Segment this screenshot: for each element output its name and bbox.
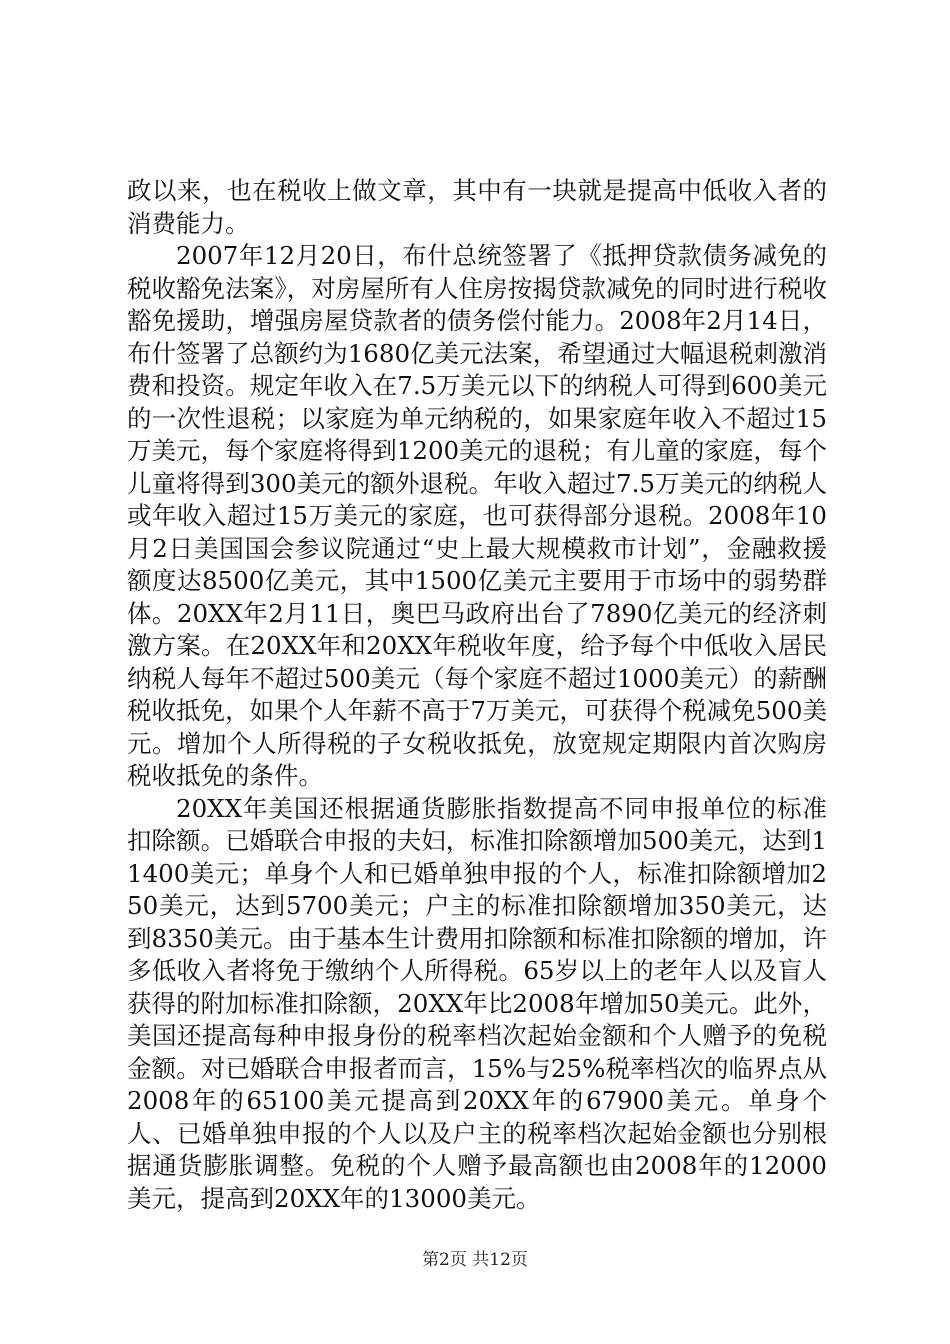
- page-footer: 第2页 共12页: [422, 1250, 528, 1270]
- paragraph-continuation: 政以来，也在税收上做文章，其中有一块就是提高中低收入者的消费能力。: [127, 176, 827, 238]
- paragraph-standard-deduction: 20XX年美国还根据通货膨胀指数提高不同申报单位的标准扣除额。已婚联合申报的夫妇，标准扣除额增加500美元，达到11400美元；单身个人和已婚单独申报的个人，标准扣除额增加250美元，达到5700美元；户主的标准扣除额增加350美元，达到8350美元。由于基本生计费用扣除额和标准扣除额的增加，许多低收入者将免于缴纳个人所得税。65岁以上的老年人以及盲人获得的附加标准扣除额，20XX年比2008年增加50美元。此外，美国还提高每种申报身份的税率档次起始金额和个人赠予的免税金额。对已婚联合申报者而言，15%与25%税率档次的临界点从2008年的65100美元提高到20XX年的67900美元。单身个人、已婚单独申报的个人以及户主的税率档次起始金额也分别根据通货膨胀调整。免税的个人赠予最高额也由2008年的12000美元，提高到20XX年的13000美元。: [127, 793, 827, 1213]
- paragraph-bush-tax-relief: 2007年12月20日，布什总统签署了《抵押贷款债务减免的税收豁免法案》，对房屋所有人住房按揭贷款减免的同时进行税收豁免援助，增强房屋贷款者的债务偿付能力。2008年2月14日，布什签署了总额约为1680亿美元法案，希望通过大幅退税刺激消费和投资。规定年收入在7.5万美元以下的纳税人可得到600美元的一次性退税；以家庭为单元纳税的，如果家庭年收入不超过15万美元，每个家庭将得到1200美元的退税；有儿童的家庭，每个儿童将得到300美元的额外退税。年收入超过7.5万美元的纳税人或年收入超过15万美元的家庭，也可获得部分退税。2008年10月2日美国国会参议院通过“史上最大规模救市计划”，金融救援额度达8500亿美元，其中1500亿美元主要用于市场中的弱势群体。20XX年2月11日，奥巴马政府出台了7890亿美元的经济刺激方案。在20XX年和20XX年税收年度，给予每个中低收入居民纳税人每年不超过500美元（每个家庭不超过1000美元）的薪酬税收抵免，如果个人年薪不高于7万美元，可获得个税减免500美元。增加个人所得税的子女税收抵免，放宽规定期限内首次购房税收抵免的条件。: [127, 241, 827, 790]
- document-body: [127, 175, 827, 1215]
